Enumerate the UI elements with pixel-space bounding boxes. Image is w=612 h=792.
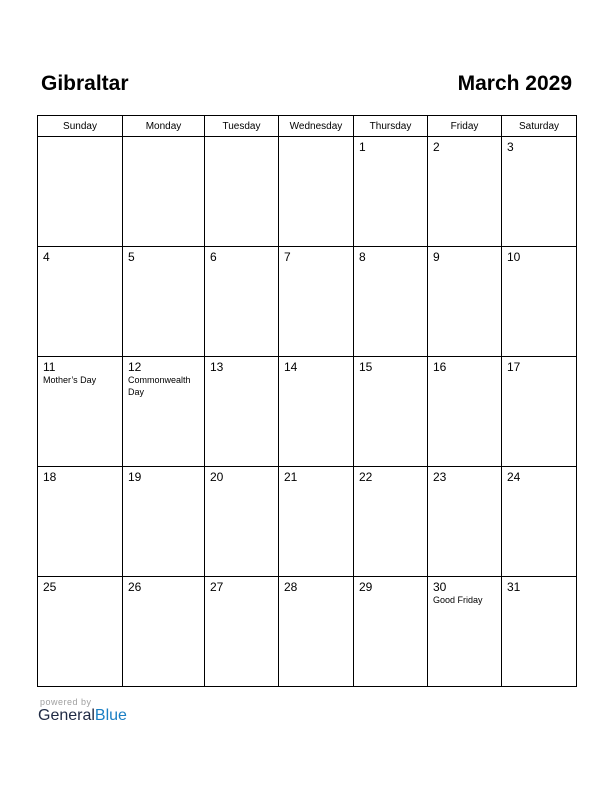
day-cell [205, 247, 279, 357]
weekday-header-row [38, 116, 577, 137]
brand-general-text: General [38, 707, 95, 724]
day-number: 6 [210, 250, 217, 264]
day-cell [123, 137, 205, 247]
day-number: 19 [128, 470, 142, 484]
week-row [38, 467, 577, 577]
day-cell [279, 577, 354, 687]
weekday-friday: Friday [428, 116, 502, 137]
day-cell [123, 357, 205, 467]
day-cell [38, 247, 123, 357]
day-cell [38, 577, 123, 687]
weekday-saturday: Saturday [502, 116, 577, 137]
footer-branding [38, 697, 158, 725]
weekday-sunday: Sunday [38, 116, 123, 137]
day-number: 20 [210, 470, 224, 484]
day-cell [502, 467, 577, 577]
day-cell [38, 137, 123, 247]
day-number: 10 [507, 250, 521, 264]
powered-by-text: powered by [40, 697, 92, 707]
day-number: 4 [43, 250, 50, 264]
day-event: Mother’s Day [43, 375, 97, 385]
day-number: 25 [43, 580, 57, 594]
day-number: 5 [128, 250, 135, 264]
day-cell [428, 247, 502, 357]
week-row [38, 357, 577, 467]
day-number: 16 [433, 360, 447, 374]
day-number: 23 [433, 470, 447, 484]
day-cell [205, 467, 279, 577]
day-number: 3 [507, 140, 514, 154]
weekday-thursday: Thursday [354, 116, 428, 137]
day-number: 2 [433, 140, 440, 154]
weekday-monday: Monday [123, 116, 205, 137]
day-number: 11 [43, 360, 56, 374]
brand-blue-text: Blue [94, 707, 127, 724]
day-cell [502, 137, 577, 247]
day-cell [279, 137, 354, 247]
week-row [38, 577, 577, 687]
day-number [123, 137, 204, 140]
day-number: 21 [284, 470, 298, 484]
day-cell [279, 467, 354, 577]
calendar-table [37, 115, 577, 687]
day-cell [123, 577, 205, 687]
day-number: 29 [359, 580, 373, 594]
country-title: Gibraltar [41, 72, 129, 95]
day-number: 15 [359, 360, 373, 374]
day-number: 13 [210, 360, 224, 374]
day-cell [354, 247, 428, 357]
day-number [38, 137, 122, 140]
week-row [38, 137, 577, 247]
day-number: 17 [507, 360, 521, 374]
day-cell [428, 137, 502, 247]
day-cell [428, 467, 502, 577]
day-number: 9 [433, 250, 440, 264]
calendar-header [38, 68, 572, 102]
day-number [205, 137, 278, 140]
day-cell [502, 247, 577, 357]
day-cell [205, 357, 279, 467]
day-number: 31 [507, 580, 521, 594]
week-row [38, 247, 577, 357]
day-number: 22 [359, 470, 373, 484]
day-number: 30 [433, 580, 447, 594]
day-number: 28 [284, 580, 298, 594]
day-cell [502, 357, 577, 467]
day-cell [428, 357, 502, 467]
day-event: Good Friday [433, 595, 483, 605]
day-cell [354, 357, 428, 467]
day-number: 26 [128, 580, 142, 594]
day-number: 1 [359, 140, 366, 154]
day-number [279, 137, 353, 140]
day-number: 12 [128, 360, 142, 374]
day-number: 27 [210, 580, 224, 594]
generalblue-logo[interactable] [38, 707, 158, 725]
day-cell [205, 137, 279, 247]
day-number: 8 [359, 250, 366, 264]
month-title: March 2029 [457, 72, 572, 95]
day-number: 18 [43, 470, 57, 484]
day-number: 24 [507, 470, 521, 484]
day-cell [123, 247, 205, 357]
day-cell [279, 247, 354, 357]
day-cell [502, 577, 577, 687]
weekday-tuesday: Tuesday [205, 116, 279, 137]
day-cell [428, 577, 502, 687]
day-number: 7 [284, 250, 291, 264]
day-cell [38, 357, 123, 467]
day-cell [205, 577, 279, 687]
day-event: Commonwealth Day [128, 375, 191, 397]
weekday-wednesday: Wednesday [279, 116, 354, 137]
day-cell [279, 357, 354, 467]
day-cell [38, 467, 123, 577]
day-cell [354, 137, 428, 247]
day-cell [354, 577, 428, 687]
day-number: 14 [284, 360, 298, 374]
calendar-grid [37, 115, 576, 689]
day-cell [123, 467, 205, 577]
day-cell [354, 467, 428, 577]
